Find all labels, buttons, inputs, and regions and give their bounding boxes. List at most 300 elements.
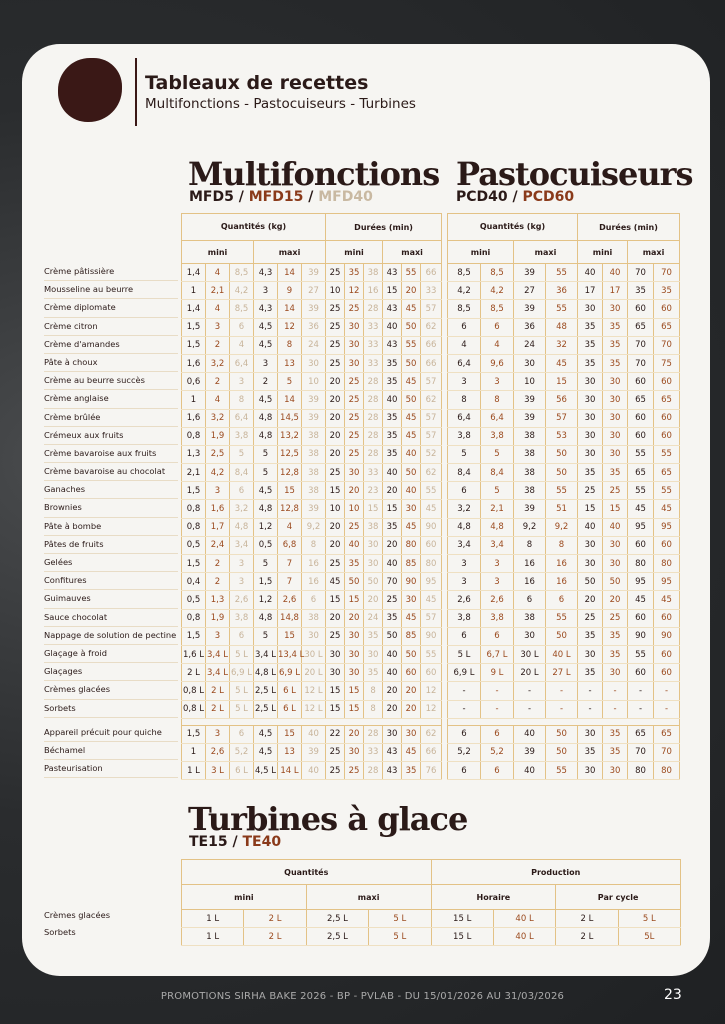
table-cell: 38 <box>514 464 546 482</box>
table-cell: 1 L <box>182 928 244 946</box>
table-cell: 9,2 <box>302 518 326 536</box>
table-cell: - <box>628 682 654 700</box>
table-cell: 2,6 <box>206 743 230 761</box>
table-cell: 80 <box>421 555 442 573</box>
table-cell: - <box>654 682 680 700</box>
table-cell: 10 <box>345 500 364 518</box>
recipe-label: Crèmes glacées <box>44 681 178 699</box>
table-cell: 43 <box>383 336 402 354</box>
table-cell: 45 <box>402 373 421 391</box>
table-cell: 20 <box>345 725 364 743</box>
table-cell: 12 L <box>302 700 326 718</box>
table-cell: 40 <box>302 725 326 743</box>
table-cell: 1,2 <box>254 591 278 609</box>
multifonctions-table <box>181 213 442 780</box>
table-cell: 50 <box>402 354 421 372</box>
table-cell: 5 <box>278 373 302 391</box>
table-cell: 5 <box>230 445 254 463</box>
table-row <box>448 700 680 718</box>
table-row <box>182 928 681 946</box>
table-cell: 60 <box>654 536 680 554</box>
table-cell: 8,5 <box>230 300 254 318</box>
table-cell: 30 <box>578 555 603 573</box>
table-cell: 8,4 <box>230 464 254 482</box>
table-cell: 1,5 <box>182 627 206 645</box>
header-divider <box>135 58 137 126</box>
table-cell: 75 <box>654 354 680 372</box>
table-cell: 4 <box>206 300 230 318</box>
table-cell: 15 <box>383 282 402 300</box>
recipe-label: Crème anglaise <box>44 390 178 408</box>
table-cell: 30 <box>364 555 383 573</box>
table-cell: 15 <box>278 627 302 645</box>
pastocuiseurs-table <box>447 213 680 780</box>
table-cell: 4 <box>230 336 254 354</box>
table-cell: 6 <box>230 482 254 500</box>
mini-header: mini <box>182 885 307 910</box>
table-cell: 35 <box>364 627 383 645</box>
table-cell: 53 <box>546 427 578 445</box>
table-cell: 25 <box>345 373 364 391</box>
table-cell: 45 <box>628 591 654 609</box>
table-row <box>448 573 680 591</box>
table-cell: 3,8 <box>481 427 514 445</box>
recipe-label: Crème brûlée <box>44 409 178 427</box>
table-cell: 30 <box>345 664 364 682</box>
recipe-label: Gelées <box>44 554 178 572</box>
table-cell: 30 <box>345 318 364 336</box>
turbines-table <box>181 859 681 946</box>
table-cell: 65 <box>654 391 680 409</box>
table-cell: 35 <box>603 743 628 761</box>
footer-text: PROMOTIONS SIRHA BAKE 2026 - BP - PVLAB - DU 15/01/2026 AU 31/03/2026 <box>160 991 565 1002</box>
table-cell: 8 <box>364 682 383 700</box>
table-cell: 10 <box>302 373 326 391</box>
table-cell: 28 <box>364 427 383 445</box>
table-cell: 8 <box>302 536 326 554</box>
table-cell: 28 <box>364 725 383 743</box>
table-cell: 30 <box>578 427 603 445</box>
table-row <box>182 300 442 318</box>
table-cell: 39 <box>302 264 326 282</box>
table-cell: 8 <box>546 536 578 554</box>
table-cell: 23 <box>364 482 383 500</box>
table-row <box>182 725 442 743</box>
table-cell: 5 L <box>369 910 431 928</box>
table-cell: 5 <box>254 627 278 645</box>
table-cell: 70 <box>654 336 680 354</box>
table-cell: 33 <box>364 336 383 354</box>
table-cell: 3,8 <box>230 427 254 445</box>
table-cell: 50 <box>364 573 383 591</box>
table-cell: 25 <box>383 591 402 609</box>
table-cell: 30 <box>578 536 603 554</box>
table-cell: 10 <box>326 282 345 300</box>
table-row <box>448 591 680 609</box>
table-cell: 15 <box>546 373 578 391</box>
table-cell: 5 <box>254 464 278 482</box>
table-cell: 14,5 <box>278 409 302 427</box>
separator-cell <box>448 718 680 725</box>
table-cell: 39 <box>302 300 326 318</box>
table-cell: 3,4 <box>448 536 481 554</box>
table-cell: 1,5 <box>254 573 278 591</box>
turbine-row-label: Sorbets <box>44 927 76 937</box>
table-row <box>448 409 680 427</box>
table-cell: 6 <box>230 627 254 645</box>
table-cell: 15 <box>345 682 364 700</box>
production-header: Production <box>431 860 681 885</box>
table-cell: 57 <box>546 409 578 427</box>
table-cell: 6 <box>448 725 481 743</box>
turbines-title: Turbines à glace <box>188 800 468 838</box>
table-cell: 8 <box>364 700 383 718</box>
table-cell: 12 <box>421 682 442 700</box>
table-cell: 50 <box>546 627 578 645</box>
table-row <box>448 336 680 354</box>
table-cell: 30 <box>345 354 364 372</box>
table-cell: 4,5 <box>254 336 278 354</box>
table-row <box>448 282 680 300</box>
table-cell: 60 <box>421 536 442 554</box>
table-cell: 28 <box>364 409 383 427</box>
table-cell: 39 <box>302 391 326 409</box>
table-cell: 1 <box>182 391 206 409</box>
table-cell: 6,9 L <box>448 664 481 682</box>
table-cell: 13,2 <box>278 427 302 445</box>
table-cell: 28 <box>364 762 383 780</box>
table-cell: 39 <box>514 409 546 427</box>
table-cell: 20 <box>383 482 402 500</box>
table-cell: 60 <box>654 373 680 391</box>
table-row <box>182 318 442 336</box>
table-cell: 95 <box>421 573 442 591</box>
table-cell: 35 <box>603 336 628 354</box>
table-cell: 25 <box>345 300 364 318</box>
table-cell: 25 <box>603 482 628 500</box>
table-cell: 13 <box>278 743 302 761</box>
table-cell: 8,5 <box>230 264 254 282</box>
table-cell: 6,7 L <box>481 645 514 663</box>
recipe-label: Crémeux aux fruits <box>44 427 178 445</box>
table-cell: 1,6 L <box>182 645 206 663</box>
table-cell: 15 <box>326 682 345 700</box>
table-cell: 8 <box>448 391 481 409</box>
par-cycle-header: Par cycle <box>556 885 681 910</box>
quantites-header: Quantités <box>182 860 432 885</box>
table-cell: 2,5 L <box>306 928 368 946</box>
table-cell: 6 <box>481 762 514 780</box>
table-cell: 3 <box>481 555 514 573</box>
table-cell: 60 <box>402 664 421 682</box>
table-cell: 3,2 <box>448 500 481 518</box>
table-row <box>182 536 442 554</box>
recipe-label: Crème d'amandes <box>44 336 178 354</box>
table-row <box>448 609 680 627</box>
table-cell: 27 <box>302 282 326 300</box>
table-cell: 3,8 <box>448 609 481 627</box>
table-cell: 8,5 <box>481 300 514 318</box>
table-cell: 12 <box>278 318 302 336</box>
pastocuiseurs-models: PCD40 / PCD60 <box>456 189 575 205</box>
maxi-header: maxi <box>514 241 578 264</box>
table-cell: 25 <box>345 427 364 445</box>
table-cell: 33 <box>421 282 442 300</box>
table-cell: 55 <box>654 482 680 500</box>
table-cell: 6,4 <box>448 354 481 372</box>
mini-header: mini <box>578 241 628 264</box>
table-cell: 55 <box>628 445 654 463</box>
table-cell: 8 <box>278 336 302 354</box>
table-cell: 40 <box>578 264 603 282</box>
table-cell: 4,2 <box>230 282 254 300</box>
table-cell: 5 L <box>369 928 431 946</box>
table-cell: 25 <box>578 609 603 627</box>
table-cell: 4 <box>206 391 230 409</box>
recipe-label: Brownies <box>44 499 178 517</box>
table-cell: 4,8 <box>481 518 514 536</box>
table-cell: 6,8 <box>278 536 302 554</box>
table-row <box>182 555 442 573</box>
table-cell: 62 <box>421 391 442 409</box>
table-cell: 60 <box>628 609 654 627</box>
table-cell: 30 <box>345 645 364 663</box>
table-cell: 40 L <box>546 645 578 663</box>
recipe-label: Guimauves <box>44 590 178 608</box>
table-row <box>448 427 680 445</box>
table-cell: 8,5 <box>448 264 481 282</box>
table-cell: 5,2 <box>481 743 514 761</box>
table-cell: 2,6 <box>448 591 481 609</box>
table-cell: 30 <box>603 664 628 682</box>
table-cell: 1 L <box>182 910 244 928</box>
table-cell: 40 <box>383 318 402 336</box>
table-cell: - <box>578 700 603 718</box>
table-cell: 40 <box>514 762 546 780</box>
table-cell: 3 <box>481 573 514 591</box>
table-cell: 17 <box>603 282 628 300</box>
recipe-label: Pâte à choux <box>44 354 178 372</box>
table-cell: 28 <box>364 373 383 391</box>
table-cell: 30 <box>364 645 383 663</box>
table-cell: 4 <box>448 336 481 354</box>
table-cell: 4,5 <box>254 318 278 336</box>
table-cell: 0,8 L <box>182 700 206 718</box>
table-cell: 95 <box>628 518 654 536</box>
table-cell: 3 <box>230 573 254 591</box>
table-cell: 2 L <box>556 928 618 946</box>
table-cell: 30 <box>326 645 345 663</box>
table-cell: 15 L <box>431 910 493 928</box>
table-cell: 45 <box>654 591 680 609</box>
table-cell: 40 L <box>493 910 555 928</box>
table-cell: 55 <box>421 645 442 663</box>
table-cell: 57 <box>421 300 442 318</box>
table-cell: 38 <box>514 609 546 627</box>
table-cell: 2,1 <box>182 464 206 482</box>
table-cell: 9,2 <box>514 518 546 536</box>
table-cell: 12 <box>345 282 364 300</box>
table-cell: 30 <box>364 536 383 554</box>
table-cell: 4,5 L <box>254 762 278 780</box>
table-cell: 38 <box>514 445 546 463</box>
table-cell: 4,8 <box>254 500 278 518</box>
quantites-kg-header: Quantités (kg) <box>182 214 326 241</box>
table-cell: 0,8 <box>182 500 206 518</box>
table-cell: 4,3 <box>254 300 278 318</box>
table-cell: 55 <box>628 645 654 663</box>
table-cell: 40 <box>603 264 628 282</box>
recipe-label: Crème citron <box>44 318 178 336</box>
durees-header: Durées (min) <box>326 214 442 241</box>
table-row <box>448 762 680 780</box>
recipe-label-column <box>44 263 178 778</box>
table-cell: 20 <box>383 700 402 718</box>
table-cell: 12 L <box>302 682 326 700</box>
table-cell: 14 L <box>278 762 302 780</box>
table-cell: 6 <box>302 591 326 609</box>
table-cell: 3 <box>448 573 481 591</box>
table-cell: 25 <box>345 445 364 463</box>
table-cell: 30 <box>345 464 364 482</box>
table-row <box>182 445 442 463</box>
table-cell: 28 <box>364 445 383 463</box>
table-cell: 2 L <box>556 910 618 928</box>
table-cell: 39 <box>514 264 546 282</box>
table-cell: 20 <box>326 373 345 391</box>
table-row <box>182 264 442 282</box>
table-cell: 6,4 <box>230 354 254 372</box>
table-cell: 2,1 <box>481 500 514 518</box>
maxi-header: maxi <box>383 241 442 264</box>
table-cell: 7 <box>278 573 302 591</box>
table-cell: 90 <box>421 518 442 536</box>
pastocuiseurs-title: Pastocuiseurs <box>456 155 693 193</box>
table-cell: 0,8 <box>182 609 206 627</box>
table-cell: 62 <box>421 464 442 482</box>
table-cell: 4,8 <box>254 409 278 427</box>
table-cell: 2 L <box>206 682 230 700</box>
table-cell: 3,8 <box>481 609 514 627</box>
table-cell: 45 <box>654 500 680 518</box>
table-cell: 6,9 L <box>230 664 254 682</box>
table-cell: 15 L <box>431 928 493 946</box>
table-cell: 30 <box>603 555 628 573</box>
table-cell: 16 <box>302 573 326 591</box>
table-row <box>182 609 442 627</box>
page-number: 23 <box>664 987 682 1003</box>
table-cell: 1,2 <box>254 518 278 536</box>
table-cell: 65 <box>654 725 680 743</box>
table-row <box>182 464 442 482</box>
page-title: Tableaux de recettes <box>145 72 369 94</box>
table-cell: 12,5 <box>278 445 302 463</box>
table-cell: 60 <box>628 664 654 682</box>
recipe-label: Confitures <box>44 572 178 590</box>
table-cell: 8,4 <box>481 464 514 482</box>
table-cell: 38 <box>364 518 383 536</box>
table-row <box>448 664 680 682</box>
table-cell: 5L <box>618 928 680 946</box>
multifonctions-title: Multifonctions <box>188 155 440 193</box>
table-cell: 3 <box>230 373 254 391</box>
table-cell: 20 <box>364 591 383 609</box>
table-cell: 30 <box>326 664 345 682</box>
table-cell: 25 <box>326 318 345 336</box>
turbines-label-column <box>44 907 178 941</box>
table-cell: 35 <box>654 282 680 300</box>
separator-cell <box>182 718 442 725</box>
table-cell: - <box>603 682 628 700</box>
table-cell: 43 <box>383 743 402 761</box>
table-cell: 55 <box>546 482 578 500</box>
table-cell: 4,8 <box>254 609 278 627</box>
turbines-models: TE15 / TE40 <box>189 834 282 850</box>
table-cell: 35 <box>628 282 654 300</box>
table-cell: 30 <box>603 391 628 409</box>
table-cell: 65 <box>654 464 680 482</box>
table-cell: 25 <box>326 336 345 354</box>
table-cell: 9,6 <box>481 354 514 372</box>
table-cell: 1 <box>182 743 206 761</box>
table-cell: 30 <box>578 762 603 780</box>
table-cell: 30 <box>302 627 326 645</box>
table-cell: 5 <box>254 555 278 573</box>
table-cell: 80 <box>628 762 654 780</box>
table-cell: 65 <box>628 391 654 409</box>
quantites-kg-header: Quantités (kg) <box>448 214 578 241</box>
table-cell: 30 <box>514 354 546 372</box>
table-cell: 50 <box>383 627 402 645</box>
table-cell: 39 <box>302 500 326 518</box>
table-cell: 15 <box>278 482 302 500</box>
table-cell: 4,5 <box>254 743 278 761</box>
table-cell: 1,5 <box>182 555 206 573</box>
table-cell: 2 <box>254 373 278 391</box>
table-cell: 35 <box>383 354 402 372</box>
table-cell: 20 L <box>302 664 326 682</box>
table-cell: 35 <box>364 664 383 682</box>
table-cell: 24 <box>364 609 383 627</box>
table-cell: 2 L <box>182 664 206 682</box>
table-cell: 70 <box>628 743 654 761</box>
table-cell: 30 <box>402 591 421 609</box>
table-cell: 30 <box>603 300 628 318</box>
table-cell: 25 <box>578 482 603 500</box>
table-cell: 3,4 L <box>254 645 278 663</box>
table-cell: 15 <box>326 591 345 609</box>
table-cell: 39 <box>302 743 326 761</box>
table-cell: 90 <box>402 573 421 591</box>
table-cell: 3,8 <box>230 609 254 627</box>
table-cell: 65 <box>628 725 654 743</box>
table-cell: 20 <box>383 536 402 554</box>
table-cell: 25 <box>326 354 345 372</box>
table-cell: 4 <box>481 336 514 354</box>
table-cell: 50 <box>546 464 578 482</box>
table-cell: 2,5 L <box>306 910 368 928</box>
table-cell: 60 <box>628 300 654 318</box>
recipe-label: Sorbets <box>44 700 178 718</box>
table-cell: 55 <box>546 264 578 282</box>
table-cell: 1,5 <box>182 482 206 500</box>
table-cell: 2 L <box>244 928 306 946</box>
table-cell: 60 <box>421 664 442 682</box>
table-cell: 16 <box>546 573 578 591</box>
table-cell: 6 <box>448 762 481 780</box>
table-cell: 57 <box>421 373 442 391</box>
table-row <box>448 445 680 463</box>
